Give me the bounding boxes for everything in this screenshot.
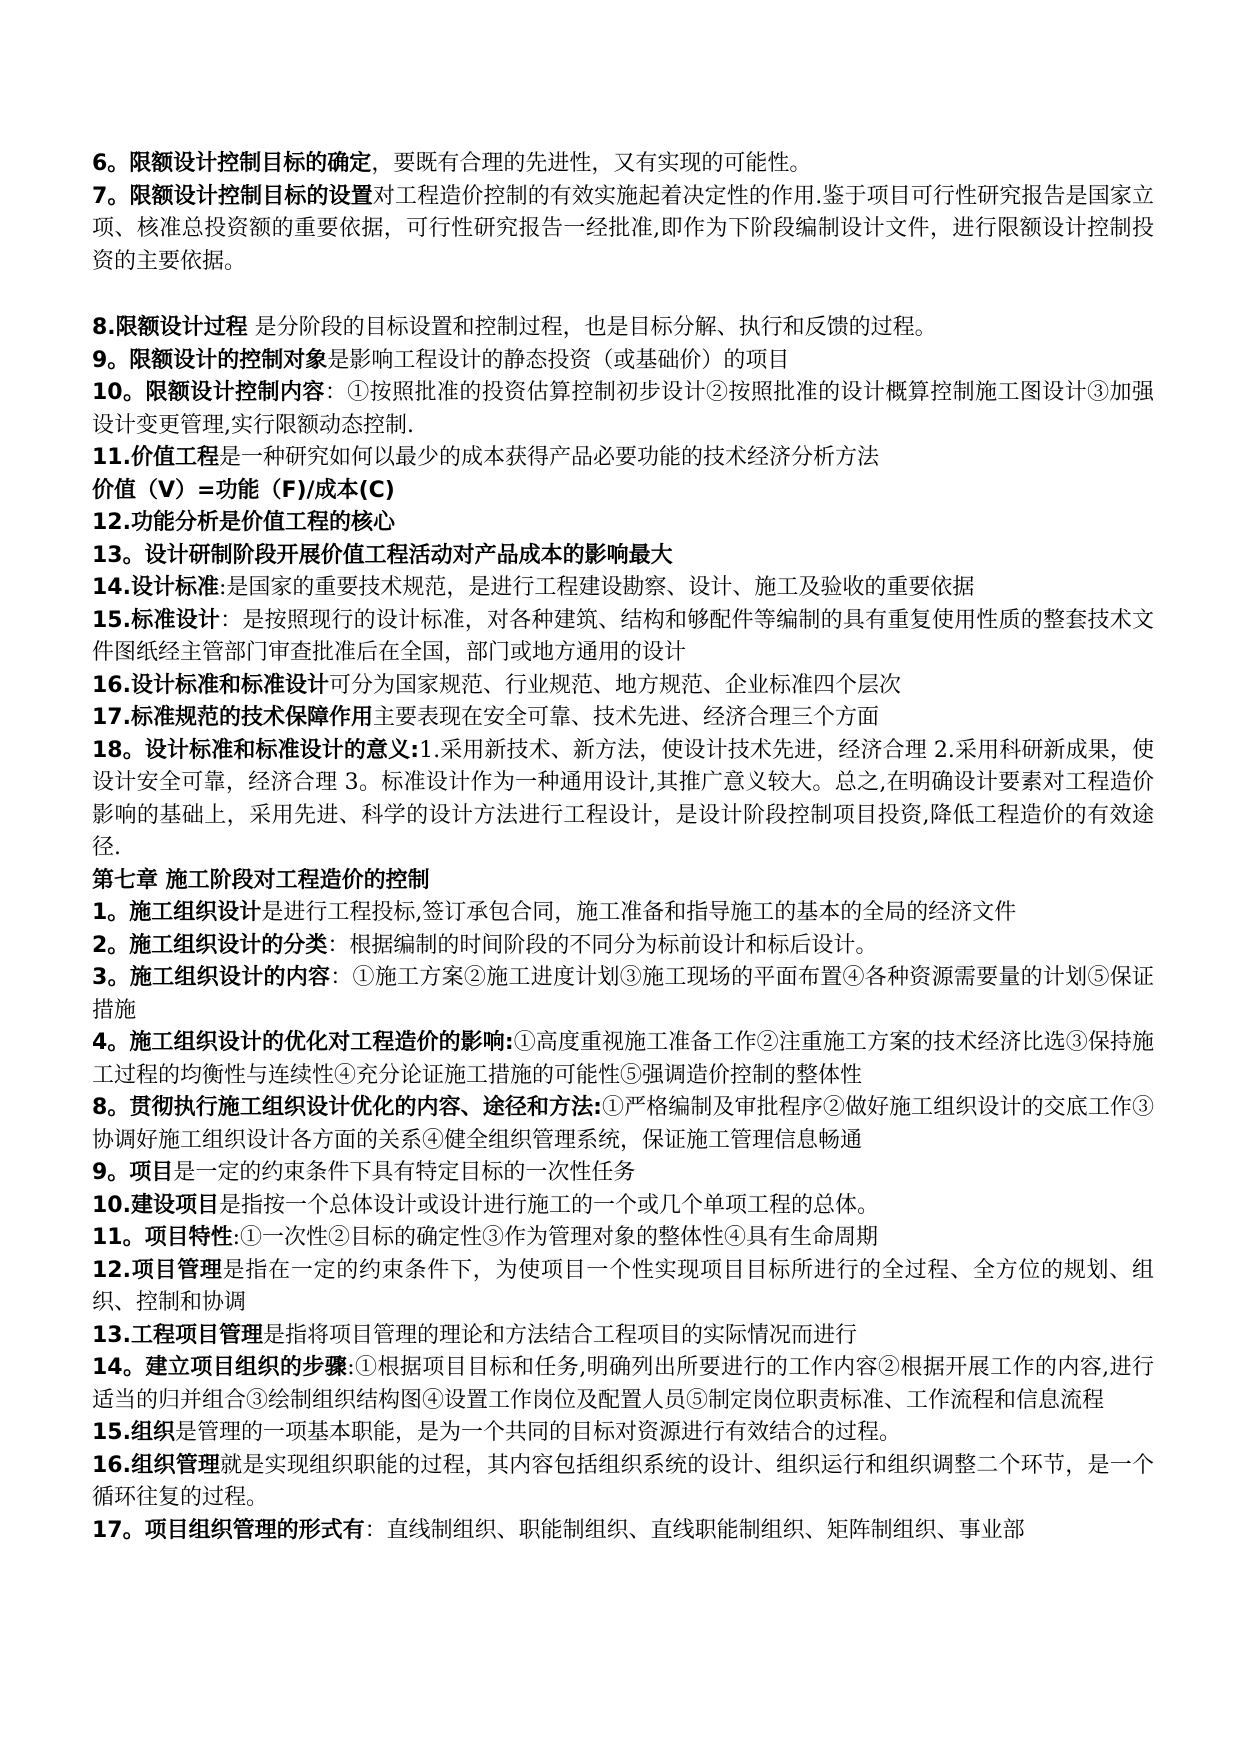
chapter-heading xyxy=(92,865,1154,898)
paragraph-lead: 14.设计标准 xyxy=(92,575,219,600)
chapter7-item-9 xyxy=(92,1157,1154,1190)
paragraph-item-12 xyxy=(92,507,1154,540)
paragraph-body: ：①施工方案②施工进度计划③施工现场的平面布置④各种资源需要量的计划⑤保证措施 xyxy=(92,965,1154,1023)
paragraph-body: ：是按照现行的设计标准，对各种建筑、结构和够配件等编制的具有重复使用性质的整套技术文件图纸经主管部门审查批准后在全国，部门或地方通用的设计 xyxy=(92,607,1154,665)
paragraph-body: 是指将项目管理的理论和方法结合工程项目的实际情况而进行 xyxy=(262,1322,857,1348)
document-page xyxy=(92,148,1154,1547)
paragraph-item-17 xyxy=(92,702,1154,735)
chapter7-item-2 xyxy=(92,930,1154,963)
chapter7-item-11 xyxy=(92,1222,1154,1255)
value-formula xyxy=(92,475,1154,508)
chapter7-item-12 xyxy=(92,1255,1154,1320)
paragraph-lead: 9。项目 xyxy=(92,1160,174,1185)
paragraph-item-15 xyxy=(92,605,1154,670)
paragraph-body: :①根据项目目标和任务,明确列出所要进行的工作内容②根据开展工作的内容,进行适当的归并组合③绘制组织结构图④设置工作岗位及配置人员⑤制定岗位职责标准、工作流程和信息流程 xyxy=(92,1355,1154,1413)
paragraph-body: ①严格编制及审批程序②做好施工组织设计的交底工作③协调好施工组织设计各方面的关系④健全组织管理系统，保证施工管理信息畅通 xyxy=(92,1095,1154,1153)
paragraph-body: :①一次性②目标的确定性③作为管理对象的整体性④具有生命周期 xyxy=(232,1225,879,1250)
paragraph-item-18 xyxy=(92,735,1154,865)
paragraph-lead: 10.建设项目 xyxy=(92,1192,219,1218)
chapter7-item-1 xyxy=(92,897,1154,930)
paragraph-lead: 4。施工组织设计的优化对工程造价的影响: xyxy=(92,1030,514,1055)
paragraph-lead: 16.组织管理 xyxy=(92,1452,221,1478)
paragraph-lead: 10。限额设计控制内容 xyxy=(92,380,325,405)
paragraph-lead: 11.价值工程 xyxy=(92,445,219,470)
paragraph-lead: 8.限额设计过程 xyxy=(92,315,248,340)
paragraph-body: 是分阶段的目标设置和控制过程，也是目标分解、执行和反馈的过程。 xyxy=(247,315,937,340)
paragraph-lead: 18。设计标准和标准设计的意义: xyxy=(92,737,420,763)
paragraph-lead: 1。施工组织设计 xyxy=(92,900,262,925)
paragraph-body: :是国家的重要技术规范，是进行工程建设勘察、设计、施工及验收的重要依据 xyxy=(218,575,975,600)
paragraph-item-9 xyxy=(92,345,1154,378)
paragraph-lead: 13.工程项目管理 xyxy=(92,1322,263,1348)
chapter7-item-8 xyxy=(92,1092,1154,1157)
paragraph-item-6 xyxy=(92,148,1154,181)
paragraph-lead: 17.标准规范的技术保障作用 xyxy=(92,705,373,730)
chapter7-item-17 xyxy=(92,1515,1154,1548)
paragraph-lead: 价值（V）=功能（F)/成本(C) xyxy=(92,477,395,503)
paragraph-gap xyxy=(92,278,1154,312)
paragraph-body: ，要既有合理的先进性，又有实现的可能性。 xyxy=(371,151,812,176)
paragraph-item-7 xyxy=(92,181,1154,279)
paragraph-body: 对工程造价控制的有效实施起着决定性的作用.鉴于项目可行性研究报告是国家立项、核准总投资额的重要依据，可行性研究报告一经批准,即作为下阶段编制设计文件，进行限额设计控制投资的主要依据。 xyxy=(92,183,1155,274)
chapter7-item-3 xyxy=(92,962,1154,1027)
paragraph-lead: 12.功能分析是价值工程的核心 xyxy=(92,510,395,535)
paragraph-body: ：根据编制的时间阶段的不同分为标前设计和标后设计。 xyxy=(327,932,878,958)
paragraph-body: 就是实现组织职能的过程，其内容包括组织系统的设计、组织运行和组织调整二个环节，是一个循环往复的过程。 xyxy=(92,1452,1154,1510)
paragraph-item-10 xyxy=(92,377,1154,442)
paragraph-body: 主要表现在安全可靠、技术先进、经济合理三个方面 xyxy=(372,705,879,730)
paragraph-body: 是管理的一项基本职能，是为一个共同的目标对资源进行有效结合的过程。 xyxy=(174,1420,901,1445)
paragraph-lead: 15.标准设计 xyxy=(92,607,221,633)
chapter7-item-15 xyxy=(92,1417,1154,1450)
chapter7-item-13 xyxy=(92,1320,1154,1353)
paragraph-lead: 16.设计标准和标准设计 xyxy=(92,672,329,698)
paragraph-lead: 3。施工组织设计的内容 xyxy=(92,965,331,990)
chapter7-item-10 xyxy=(92,1190,1154,1223)
chapter7-item-4 xyxy=(92,1027,1154,1092)
paragraph-body: 是指按一个总体设计或设计进行施工的一个或几个单项工程的总体。 xyxy=(218,1192,879,1218)
paragraph-item-11 xyxy=(92,442,1154,475)
paragraph-body: 是进行工程投标,签订承包合同，施工准备和指导施工的基本的全局的经济文件 xyxy=(261,900,1017,925)
paragraph-body: 是指在一定的约束条件下，为使项目一个性实现项目目标所进行的全过程、全方位的规划、组织、控制和协调 xyxy=(92,1257,1154,1315)
paragraph-lead: 8。贯彻执行施工组织设计优化的内容、途径和方法: xyxy=(92,1095,602,1120)
paragraph-lead: 15.组织 xyxy=(92,1420,175,1445)
paragraph-lead: 7。限额设计控制目标的设置 xyxy=(92,183,373,209)
paragraph-body: 是一种研究如何以最少的成本获得产品必要功能的技术经济分析方法 xyxy=(218,445,879,470)
paragraph-lead: 17。项目组织管理的形式有 xyxy=(92,1517,365,1543)
paragraph-lead: 6。限额设计控制目标的确定 xyxy=(92,151,372,176)
paragraph-body: 是影响工程设计的静态投资（或基础价）的项目 xyxy=(327,347,790,373)
paragraph-body: ：①按照批准的投资估算控制初步设计②按照批准的设计概算控制施工图设计③加强设计变更管理,实行限额动态控制. xyxy=(92,380,1154,438)
paragraph-lead: 9。限额设计的控制对象 xyxy=(92,347,328,373)
chapter7-item-16 xyxy=(92,1450,1154,1515)
paragraph-lead: 13。设计研制阶段开展价值工程活动对产品成本的影响最大 xyxy=(92,542,673,568)
paragraph-lead: 14。建立项目组织的步骤 xyxy=(92,1355,348,1380)
paragraph-body: 可分为国家规范、行业规范、地方规范、企业标准四个层次 xyxy=(328,672,901,698)
chapter7-item-14 xyxy=(92,1352,1154,1417)
paragraph-item-13 xyxy=(92,540,1154,573)
paragraph-body: ：直线制组织、职能制组织、直线职能制组织、矩阵制组织、事业部 xyxy=(364,1517,1025,1543)
paragraph-body: 是一定的约束条件下具有特定目标的一次性任务 xyxy=(173,1160,636,1185)
paragraph-body: 1.采用新技术、新方法，使设计技术先进，经济合理 2.采用科研新成果，使设计安全可靠，经济合理 3。标准设计作为一种通用设计,其推广意义较大。总之,在明确设计要素对工程造价影响的基础上，采用先进、科学的设计方法进行工程设计，是设计阶段控制项目投资,降低工程造价的有效途径. xyxy=(92,737,1154,860)
paragraph-item-16 xyxy=(92,670,1154,703)
paragraph-lead: 11。项目特性 xyxy=(92,1225,233,1250)
chapter-title: 第七章 施工阶段对工程造价的控制 xyxy=(92,867,430,893)
paragraph-lead: 2。施工组织设计的分类 xyxy=(92,932,328,958)
paragraph-item-8 xyxy=(92,312,1154,345)
paragraph-lead: 12.项目管理 xyxy=(92,1257,223,1283)
paragraph-body: ①高度重视施工准备工作②注重施工方案的技术经济比选③保持施工过程的均衡性与连续性④充分论证施工措施的可能性⑤强调造价控制的整体性 xyxy=(92,1030,1154,1088)
paragraph-item-14 xyxy=(92,572,1154,605)
